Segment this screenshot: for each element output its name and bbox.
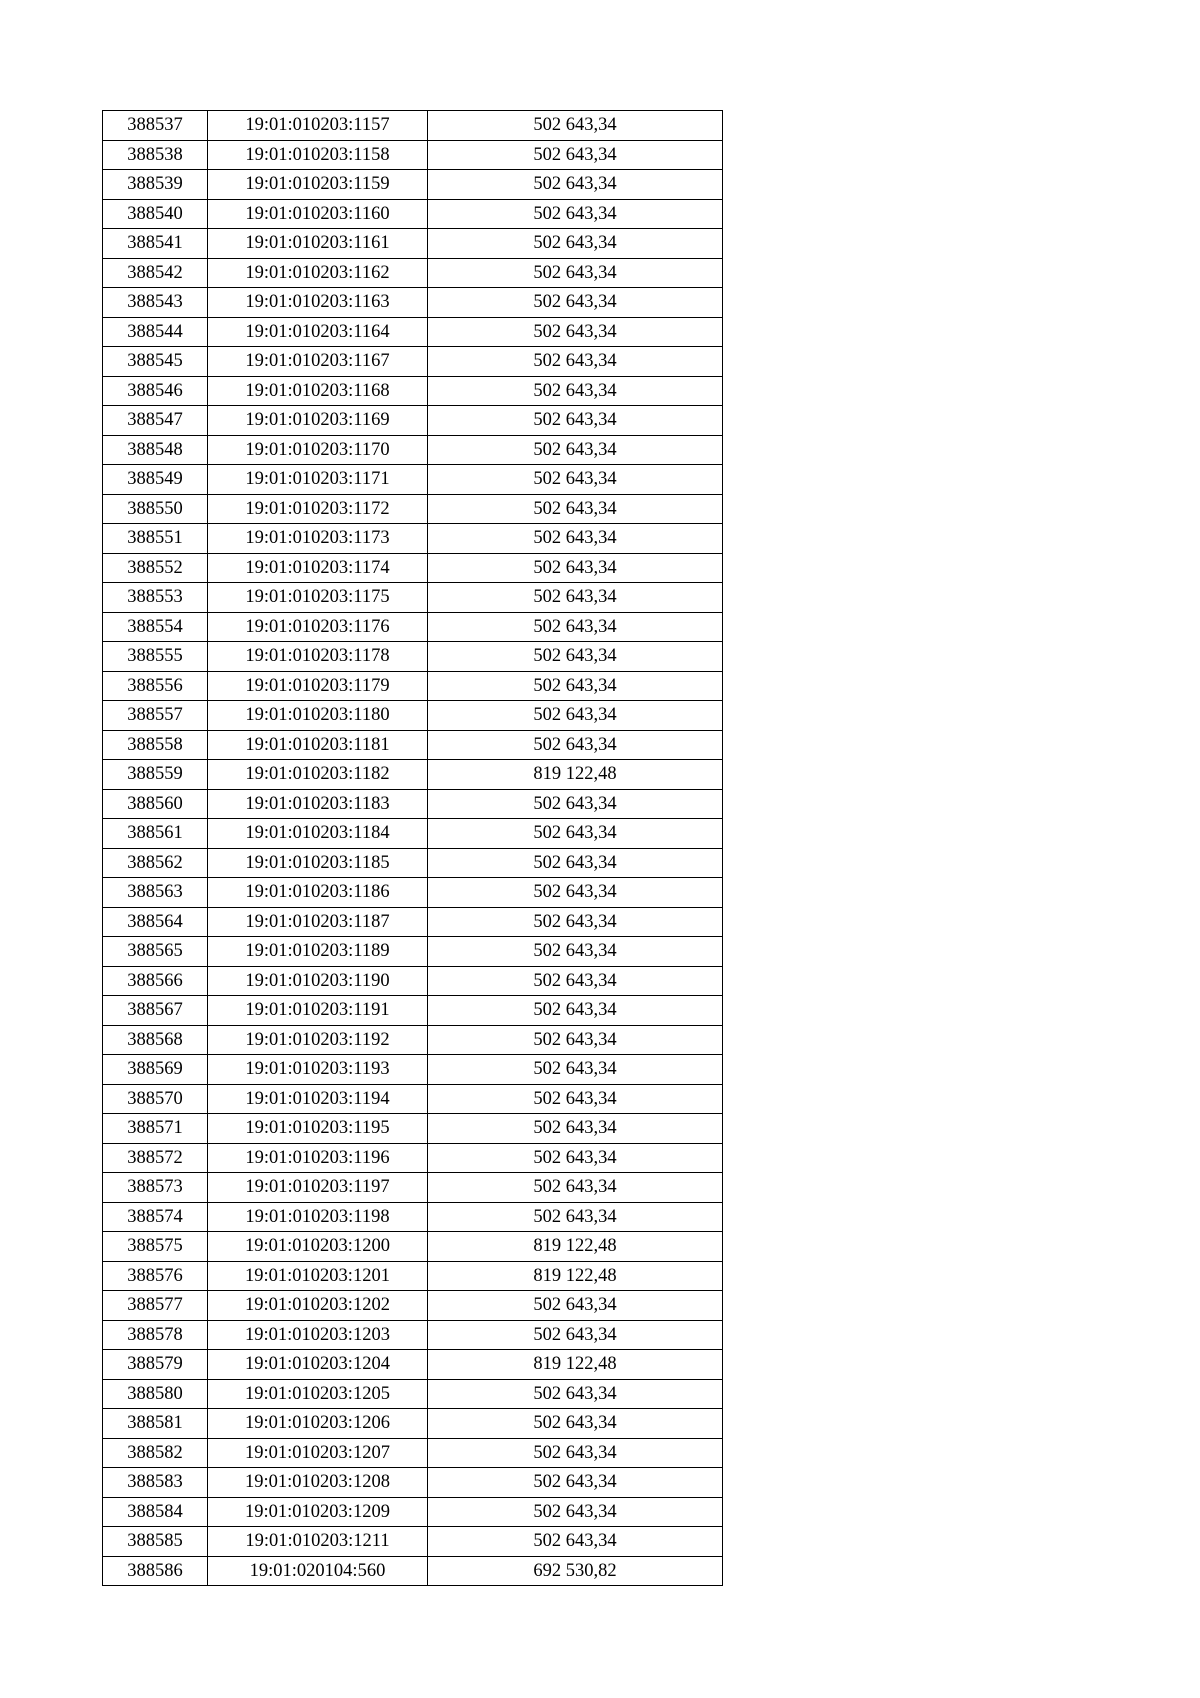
table-row (103, 819, 723, 849)
cadastral-value-cell: 502 643,34 (428, 347, 723, 377)
table-row (103, 1409, 723, 1439)
cadastral-value-cell: 502 643,34 (428, 671, 723, 701)
cadastral-value-table (102, 110, 723, 1586)
cadastral-number-cell: 19:01:010203:1186 (208, 878, 428, 908)
cadastral-value-cell: 502 643,34 (428, 1143, 723, 1173)
table-row (103, 642, 723, 672)
row-number-cell: 388564 (103, 907, 208, 937)
table-row (103, 1379, 723, 1409)
cadastral-number-cell: 19:01:010203:1172 (208, 494, 428, 524)
cadastral-value-cell: 819 122,48 (428, 1261, 723, 1291)
cadastral-value-cell: 502 643,34 (428, 907, 723, 937)
table-row (103, 996, 723, 1026)
cadastral-value-cell: 502 643,34 (428, 524, 723, 554)
cadastral-value-cell: 502 643,34 (428, 1379, 723, 1409)
table-row (103, 1497, 723, 1527)
cadastral-number-cell: 19:01:010203:1171 (208, 465, 428, 495)
row-number-cell: 388539 (103, 170, 208, 200)
cadastral-number-cell: 19:01:010203:1175 (208, 583, 428, 613)
cadastral-value-cell: 502 643,34 (428, 1173, 723, 1203)
cadastral-number-cell: 19:01:010203:1170 (208, 435, 428, 465)
row-number-cell: 388558 (103, 730, 208, 760)
table-row (103, 789, 723, 819)
cadastral-value-cell: 502 643,34 (428, 996, 723, 1026)
table-row (103, 494, 723, 524)
cadastral-number-cell: 19:01:010203:1187 (208, 907, 428, 937)
row-number-cell: 388577 (103, 1291, 208, 1321)
cadastral-number-cell: 19:01:010203:1202 (208, 1291, 428, 1321)
row-number-cell: 388541 (103, 229, 208, 259)
cadastral-number-cell: 19:01:010203:1168 (208, 376, 428, 406)
cadastral-number-cell: 19:01:020104:560 (208, 1556, 428, 1586)
table-row (103, 111, 723, 141)
cadastral-number-cell: 19:01:010203:1206 (208, 1409, 428, 1439)
cadastral-number-cell: 19:01:010203:1180 (208, 701, 428, 731)
cadastral-value-cell: 502 643,34 (428, 376, 723, 406)
cadastral-number-cell: 19:01:010203:1183 (208, 789, 428, 819)
cadastral-value-cell: 502 643,34 (428, 199, 723, 229)
cadastral-value-cell: 502 643,34 (428, 848, 723, 878)
cadastral-value-cell: 502 643,34 (428, 878, 723, 908)
cadastral-value-cell: 502 643,34 (428, 1291, 723, 1321)
cadastral-number-cell: 19:01:010203:1178 (208, 642, 428, 672)
cadastral-value-cell: 502 643,34 (428, 170, 723, 200)
cadastral-number-cell: 19:01:010203:1189 (208, 937, 428, 967)
table-row (103, 199, 723, 229)
cadastral-value-cell: 502 643,34 (428, 1202, 723, 1232)
row-number-cell: 388582 (103, 1438, 208, 1468)
row-number-cell: 388552 (103, 553, 208, 583)
table-row (103, 583, 723, 613)
cadastral-value-cell: 502 643,34 (428, 937, 723, 967)
cadastral-number-cell: 19:01:010203:1164 (208, 317, 428, 347)
cadastral-value-cell: 819 122,48 (428, 760, 723, 790)
cadastral-number-cell: 19:01:010203:1194 (208, 1084, 428, 1114)
cadastral-number-cell: 19:01:010203:1182 (208, 760, 428, 790)
row-number-cell: 388586 (103, 1556, 208, 1586)
row-number-cell: 388546 (103, 376, 208, 406)
row-number-cell: 388581 (103, 1409, 208, 1439)
cadastral-number-cell: 19:01:010203:1181 (208, 730, 428, 760)
cadastral-number-cell: 19:01:010203:1157 (208, 111, 428, 141)
table-row (103, 1350, 723, 1380)
cadastral-number-cell: 19:01:010203:1203 (208, 1320, 428, 1350)
row-number-cell: 388570 (103, 1084, 208, 1114)
table-row (103, 288, 723, 318)
row-number-cell: 388559 (103, 760, 208, 790)
cadastral-number-cell: 19:01:010203:1185 (208, 848, 428, 878)
table-row (103, 1055, 723, 1085)
table-row (103, 1173, 723, 1203)
cadastral-value-cell: 502 643,34 (428, 966, 723, 996)
cadastral-value-cell: 502 643,34 (428, 140, 723, 170)
cadastral-number-cell: 19:01:010203:1195 (208, 1114, 428, 1144)
cadastral-value-cell: 502 643,34 (428, 819, 723, 849)
row-number-cell: 388583 (103, 1468, 208, 1498)
table-row (103, 1438, 723, 1468)
row-number-cell: 388580 (103, 1379, 208, 1409)
cadastral-value-cell: 502 643,34 (428, 1409, 723, 1439)
row-number-cell: 388538 (103, 140, 208, 170)
cadastral-value-cell: 502 643,34 (428, 730, 723, 760)
row-number-cell: 388551 (103, 524, 208, 554)
cadastral-value-cell: 502 643,34 (428, 494, 723, 524)
table-row (103, 1232, 723, 1262)
row-number-cell: 388537 (103, 111, 208, 141)
row-number-cell: 388543 (103, 288, 208, 318)
cadastral-number-cell: 19:01:010203:1208 (208, 1468, 428, 1498)
table-row (103, 937, 723, 967)
cadastral-number-cell: 19:01:010203:1198 (208, 1202, 428, 1232)
row-number-cell: 388547 (103, 406, 208, 436)
row-number-cell: 388562 (103, 848, 208, 878)
cadastral-number-cell: 19:01:010203:1159 (208, 170, 428, 200)
cadastral-number-cell: 19:01:010203:1184 (208, 819, 428, 849)
cadastral-value-cell: 502 643,34 (428, 1025, 723, 1055)
row-number-cell: 388555 (103, 642, 208, 672)
row-number-cell: 388565 (103, 937, 208, 967)
cadastral-number-cell: 19:01:010203:1197 (208, 1173, 428, 1203)
cadastral-number-cell: 19:01:010203:1174 (208, 553, 428, 583)
row-number-cell: 388560 (103, 789, 208, 819)
row-number-cell: 388584 (103, 1497, 208, 1527)
cadastral-number-cell: 19:01:010203:1201 (208, 1261, 428, 1291)
row-number-cell: 388557 (103, 701, 208, 731)
cadastral-value-cell: 502 643,34 (428, 111, 723, 141)
table-row (103, 907, 723, 937)
cadastral-number-cell: 19:01:010203:1192 (208, 1025, 428, 1055)
cadastral-number-cell: 19:01:010203:1173 (208, 524, 428, 554)
cadastral-value-cell: 692 530,82 (428, 1556, 723, 1586)
table-row (103, 1527, 723, 1557)
cadastral-value-cell: 819 122,48 (428, 1232, 723, 1262)
row-number-cell: 388576 (103, 1261, 208, 1291)
row-number-cell: 388553 (103, 583, 208, 613)
table-row (103, 140, 723, 170)
cadastral-value-cell: 502 643,34 (428, 553, 723, 583)
cadastral-value-cell: 502 643,34 (428, 1114, 723, 1144)
row-number-cell: 388554 (103, 612, 208, 642)
table-row (103, 1468, 723, 1498)
row-number-cell: 388574 (103, 1202, 208, 1232)
cadastral-value-cell: 502 643,34 (428, 1527, 723, 1557)
row-number-cell: 388540 (103, 199, 208, 229)
cadastral-value-cell: 502 643,34 (428, 701, 723, 731)
cadastral-value-cell: 502 643,34 (428, 317, 723, 347)
table-row (103, 1084, 723, 1114)
cadastral-number-cell: 19:01:010203:1193 (208, 1055, 428, 1085)
cadastral-value-cell: 502 643,34 (428, 1438, 723, 1468)
cadastral-value-cell: 502 643,34 (428, 789, 723, 819)
cadastral-number-cell: 19:01:010203:1158 (208, 140, 428, 170)
table-row (103, 1025, 723, 1055)
row-number-cell: 388568 (103, 1025, 208, 1055)
cadastral-value-cell: 502 643,34 (428, 1468, 723, 1498)
table-row (103, 435, 723, 465)
cadastral-value-cell: 502 643,34 (428, 1055, 723, 1085)
row-number-cell: 388561 (103, 819, 208, 849)
row-number-cell: 388575 (103, 1232, 208, 1262)
table-row (103, 347, 723, 377)
cadastral-number-cell: 19:01:010203:1176 (208, 612, 428, 642)
table-row (103, 878, 723, 908)
table-row (103, 465, 723, 495)
cadastral-value-cell: 502 643,34 (428, 642, 723, 672)
row-number-cell: 388549 (103, 465, 208, 495)
table-row (103, 258, 723, 288)
table-row (103, 376, 723, 406)
table-row (103, 406, 723, 436)
table-row (103, 1291, 723, 1321)
row-number-cell: 388545 (103, 347, 208, 377)
cadastral-number-cell: 19:01:010203:1207 (208, 1438, 428, 1468)
table-row (103, 1202, 723, 1232)
table-row (103, 1114, 723, 1144)
cadastral-value-cell: 819 122,48 (428, 1350, 723, 1380)
table-row (103, 671, 723, 701)
table-body (103, 111, 723, 1586)
row-number-cell: 388572 (103, 1143, 208, 1173)
cadastral-number-cell: 19:01:010203:1196 (208, 1143, 428, 1173)
row-number-cell: 388563 (103, 878, 208, 908)
table-row (103, 553, 723, 583)
cadastral-value-cell: 502 643,34 (428, 583, 723, 613)
cadastral-number-cell: 19:01:010203:1162 (208, 258, 428, 288)
cadastral-value-cell: 502 643,34 (428, 435, 723, 465)
table-row (103, 170, 723, 200)
table-row (103, 701, 723, 731)
cadastral-value-cell: 502 643,34 (428, 258, 723, 288)
row-number-cell: 388567 (103, 996, 208, 1026)
cadastral-value-cell: 502 643,34 (428, 406, 723, 436)
row-number-cell: 388544 (103, 317, 208, 347)
cadastral-number-cell: 19:01:010203:1211 (208, 1527, 428, 1557)
row-number-cell: 388578 (103, 1320, 208, 1350)
table-row (103, 1143, 723, 1173)
cadastral-number-cell: 19:01:010203:1205 (208, 1379, 428, 1409)
table-row (103, 760, 723, 790)
cadastral-number-cell: 19:01:010203:1179 (208, 671, 428, 701)
cadastral-value-cell: 502 643,34 (428, 1497, 723, 1527)
cadastral-value-cell: 502 643,34 (428, 1320, 723, 1350)
row-number-cell: 388569 (103, 1055, 208, 1085)
row-number-cell: 388550 (103, 494, 208, 524)
cadastral-value-cell: 502 643,34 (428, 465, 723, 495)
cadastral-number-cell: 19:01:010203:1169 (208, 406, 428, 436)
cadastral-value-cell: 502 643,34 (428, 288, 723, 318)
row-number-cell: 388548 (103, 435, 208, 465)
table-row (103, 612, 723, 642)
cadastral-number-cell: 19:01:010203:1161 (208, 229, 428, 259)
cadastral-number-cell: 19:01:010203:1191 (208, 996, 428, 1026)
cadastral-value-cell: 502 643,34 (428, 1084, 723, 1114)
cadastral-number-cell: 19:01:010203:1163 (208, 288, 428, 318)
row-number-cell: 388571 (103, 1114, 208, 1144)
cadastral-value-cell: 502 643,34 (428, 612, 723, 642)
row-number-cell: 388573 (103, 1173, 208, 1203)
table-row (103, 1320, 723, 1350)
row-number-cell: 388542 (103, 258, 208, 288)
cadastral-number-cell: 19:01:010203:1160 (208, 199, 428, 229)
table-row (103, 229, 723, 259)
table-row (103, 1556, 723, 1586)
table-row (103, 1261, 723, 1291)
table-row (103, 317, 723, 347)
row-number-cell: 388556 (103, 671, 208, 701)
row-number-cell: 388579 (103, 1350, 208, 1380)
table-row (103, 730, 723, 760)
cadastral-number-cell: 19:01:010203:1204 (208, 1350, 428, 1380)
cadastral-value-cell: 502 643,34 (428, 229, 723, 259)
table-row (103, 966, 723, 996)
row-number-cell: 388585 (103, 1527, 208, 1557)
cadastral-number-cell: 19:01:010203:1167 (208, 347, 428, 377)
cadastral-number-cell: 19:01:010203:1190 (208, 966, 428, 996)
table-row (103, 848, 723, 878)
row-number-cell: 388566 (103, 966, 208, 996)
table-row (103, 524, 723, 554)
cadastral-number-cell: 19:01:010203:1200 (208, 1232, 428, 1262)
cadastral-number-cell: 19:01:010203:1209 (208, 1497, 428, 1527)
